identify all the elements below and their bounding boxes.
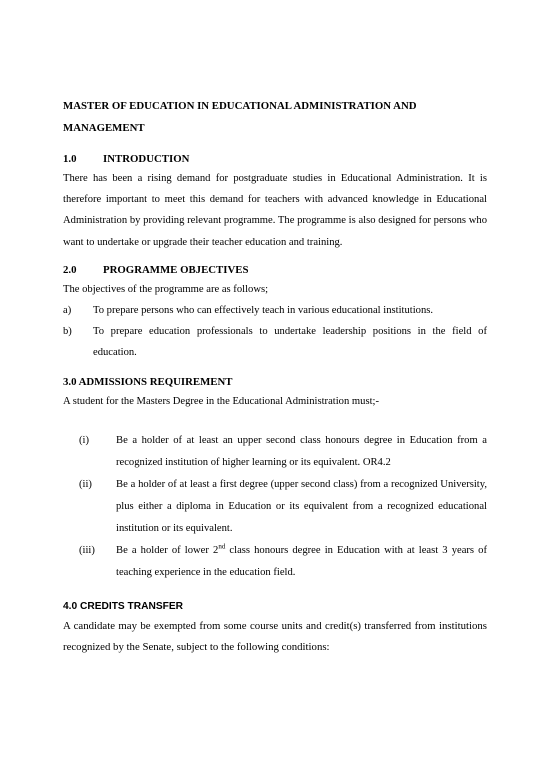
admission-requirement-item [63,430,487,474]
document-title: MASTER OF EDUCATION IN EDUCATIONAL ADMINISTRATION AND MANAGEMENT [63,100,417,134]
section-heading-admissions: 3.0 ADMISSIONS REQUIREMENT [63,376,233,388]
list-marker: (i) [79,435,89,446]
section-heading-introduction [63,153,189,165]
objective-item [63,300,487,321]
credits-transfer-paragraph: A candidate may be exempted from some course units and credit(s) transferred from institutions recognized by the Senate, subject to the following conditions: [63,620,487,654]
requirement-text: Be a holder of at least a first degree (upper second class) from a recognized University, plus either a diploma in Education or its equivalent from a recognized educational institution or its equivalent. [116,479,487,534]
section-heading-objectives [63,264,248,276]
list-marker: (iii) [79,545,95,556]
ordinal-superscript: nd [218,542,226,551]
admissions-intro: A student for the Masters Degree in the Educational Administration must;- [63,396,379,407]
requirement-text: Be a holder of at least an upper second class honours degree in Education from a recognized institution of higher learning or its equivalent. OR4.2 [116,435,487,468]
introduction-paragraph: There has been a rising demand for postgraduate studies in Educational Administration. It is therefore important to meet this demand for teachers with advanced knowledge in Educational Administration by providing relevant programme. The programme is also designed for persons who want to undertake or upgrade their teacher education and training. [63,173,487,248]
list-marker: (ii) [79,479,92,490]
list-marker: b) [63,326,72,337]
section-title: INTRODUCTION [103,153,190,165]
section-heading-credits-transfer: 4.0 CREDITS TRANSFER [63,601,184,612]
section-number: 1.0 [63,153,77,165]
requirement-text-start: Be a holder of lower 2 [116,545,219,556]
objective-text: To prepare persons who can effectively teach in various educational institutions. [93,305,434,316]
requirement-text [116,540,487,584]
list-marker: a) [63,305,72,316]
objective-item [63,321,487,363]
admission-requirement-item [63,474,487,540]
objectives-intro: The objectives of the programme are as follows; [63,284,269,295]
admission-requirement-item [63,540,487,584]
section-number: 2.0 [63,264,77,276]
section-title: PROGRAMME OBJECTIVES [103,264,249,276]
requirement-text-end: class honours degree in Education with at least 3 years of teaching experience in the education field. [116,545,487,578]
objective-text: To prepare education professionals to undertake leadership positions in the field of education. [93,326,487,359]
